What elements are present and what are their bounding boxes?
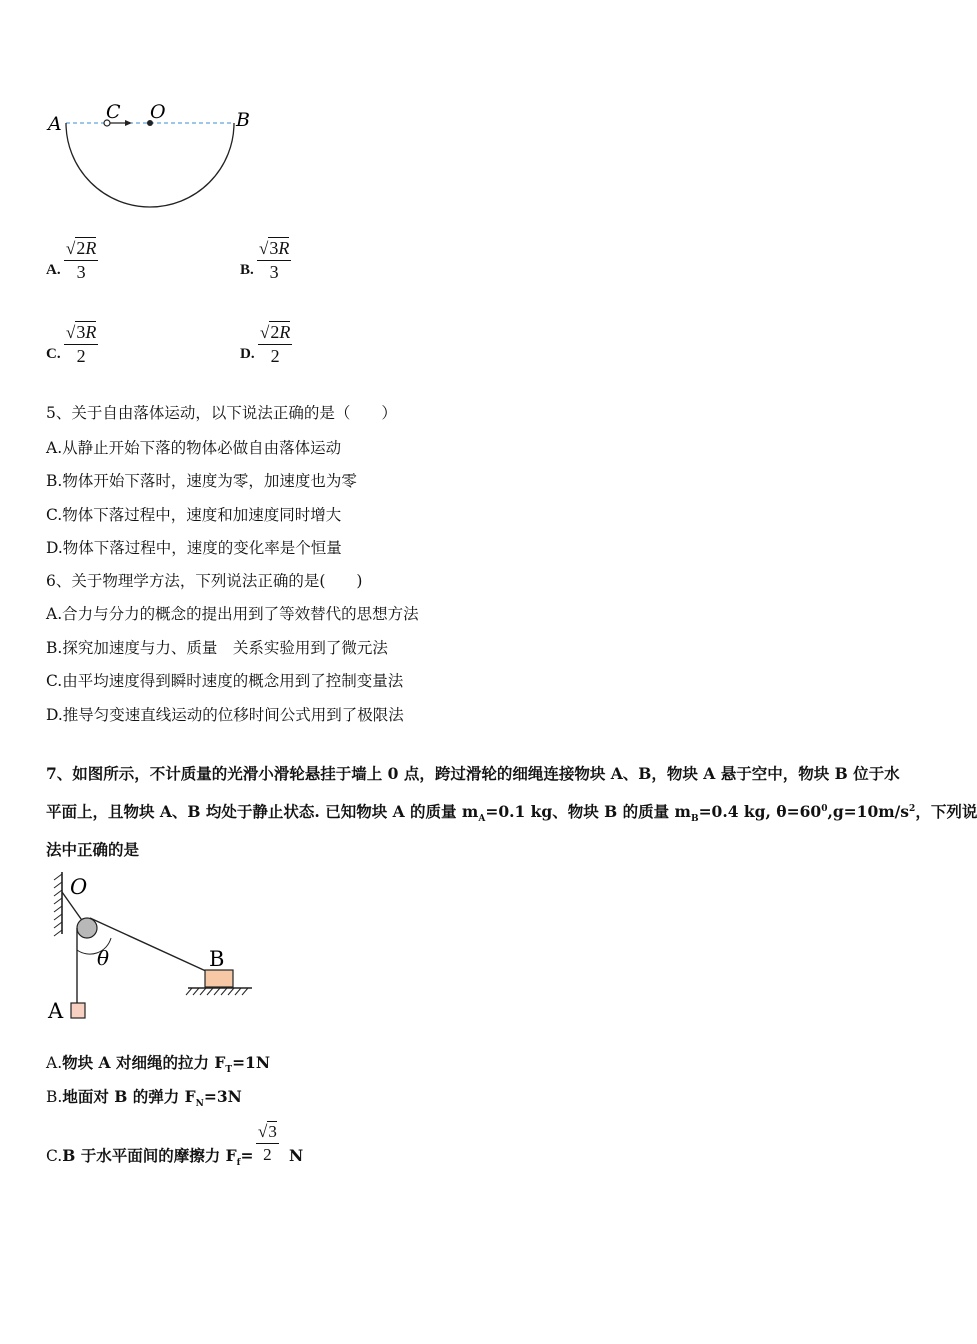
q5-option-c[interactable]: C.物体下落过程中，速度和加速度同时增大 [46, 506, 342, 524]
label-b: B [209, 947, 225, 971]
option-a-fraction: √2R 3 [66, 238, 97, 282]
q7-option-c-fraction: √3 2 [258, 1122, 277, 1164]
block-a [71, 1003, 85, 1018]
ground-hatch [186, 988, 248, 995]
q6-stem: 6、关于物理学方法，下列说法正确的是( ) [46, 572, 363, 590]
wall-hatch [54, 874, 62, 936]
q7-option-b[interactable]: B.地面对 B 的弹力 $F_N=3N$ [46, 1087, 242, 1110]
q7-stem-line1: 7、如图所示，不计质量的光滑小滑轮悬挂于墙上 0 点，跨过滑轮的细绳连接物块 A、B，物块 A 悬于空中，物块 B 位于水 [46, 764, 900, 783]
q7-option-c-unit: N [289, 1146, 304, 1165]
q7-stem-line3: 法中正确的是 [46, 840, 140, 859]
q6-option-a[interactable]: A.合力与分力的概念的提出用到了等效替代的思想方法 [46, 605, 419, 623]
label-c: C [106, 101, 121, 123]
label-o: O [70, 875, 88, 899]
option-d-label[interactable]: D. [240, 346, 255, 362]
q6-option-c[interactable]: C.由平均速度得到瞬时速度的概念用到了控制变量法 [46, 672, 404, 690]
label-b: B [236, 109, 250, 131]
label-a: A [48, 113, 62, 135]
option-b-fraction: √3R 3 [259, 238, 290, 282]
label-a: A [48, 999, 64, 1023]
option-a-label[interactable]: A. [46, 262, 61, 278]
q6-option-b[interactable]: B.探究加速度与力、质量 关系实验用到了微元法 [46, 639, 388, 657]
semicircle-arc [66, 123, 234, 207]
option-c-fraction: √3R 2 [66, 322, 97, 366]
option-d-fraction: √2R 2 [260, 322, 291, 366]
label-theta: θ [97, 946, 110, 970]
q5-stem: 5、关于自由落体运动，以下说法正确的是（ ） [46, 404, 397, 422]
block-b [205, 970, 233, 987]
q6-option-d[interactable]: D.推导匀变速直线运动的位移时间公式用到了极限法 [46, 706, 404, 724]
q5-option-b[interactable]: B.物体开始下落时，速度为零，加速度也为零 [46, 472, 357, 490]
pulley-figure [40, 866, 270, 1026]
option-c-label[interactable]: C. [46, 346, 61, 362]
q7-option-c[interactable]: C.B 于水平面间的摩擦力 $F_f=$ [46, 1146, 254, 1169]
label-o: O [150, 101, 166, 123]
q7-stem-line2: 平面上，且物块 A、B 均处于静止状态. 已知物块 A 的质量 $m_A=0.1$ kg、物块 B 的质量 $m_B=0.4$ kg, $\theta=60^0,g=10m/s^2$，下列说 [46, 802, 977, 825]
semicircle-figure [40, 96, 260, 216]
pulley-wheel [77, 918, 97, 938]
q5-option-d[interactable]: D.物体下落过程中，速度的变化率是个恒量 [46, 539, 342, 557]
q5-option-a[interactable]: A.从静止开始下落的物体必做自由落体运动 [46, 439, 342, 457]
arrow-head [125, 120, 132, 126]
option-b-label[interactable]: B. [240, 262, 254, 278]
q7-option-a[interactable]: A.物块 A 对细绳的拉力 $F_T=1N$ [46, 1053, 271, 1076]
